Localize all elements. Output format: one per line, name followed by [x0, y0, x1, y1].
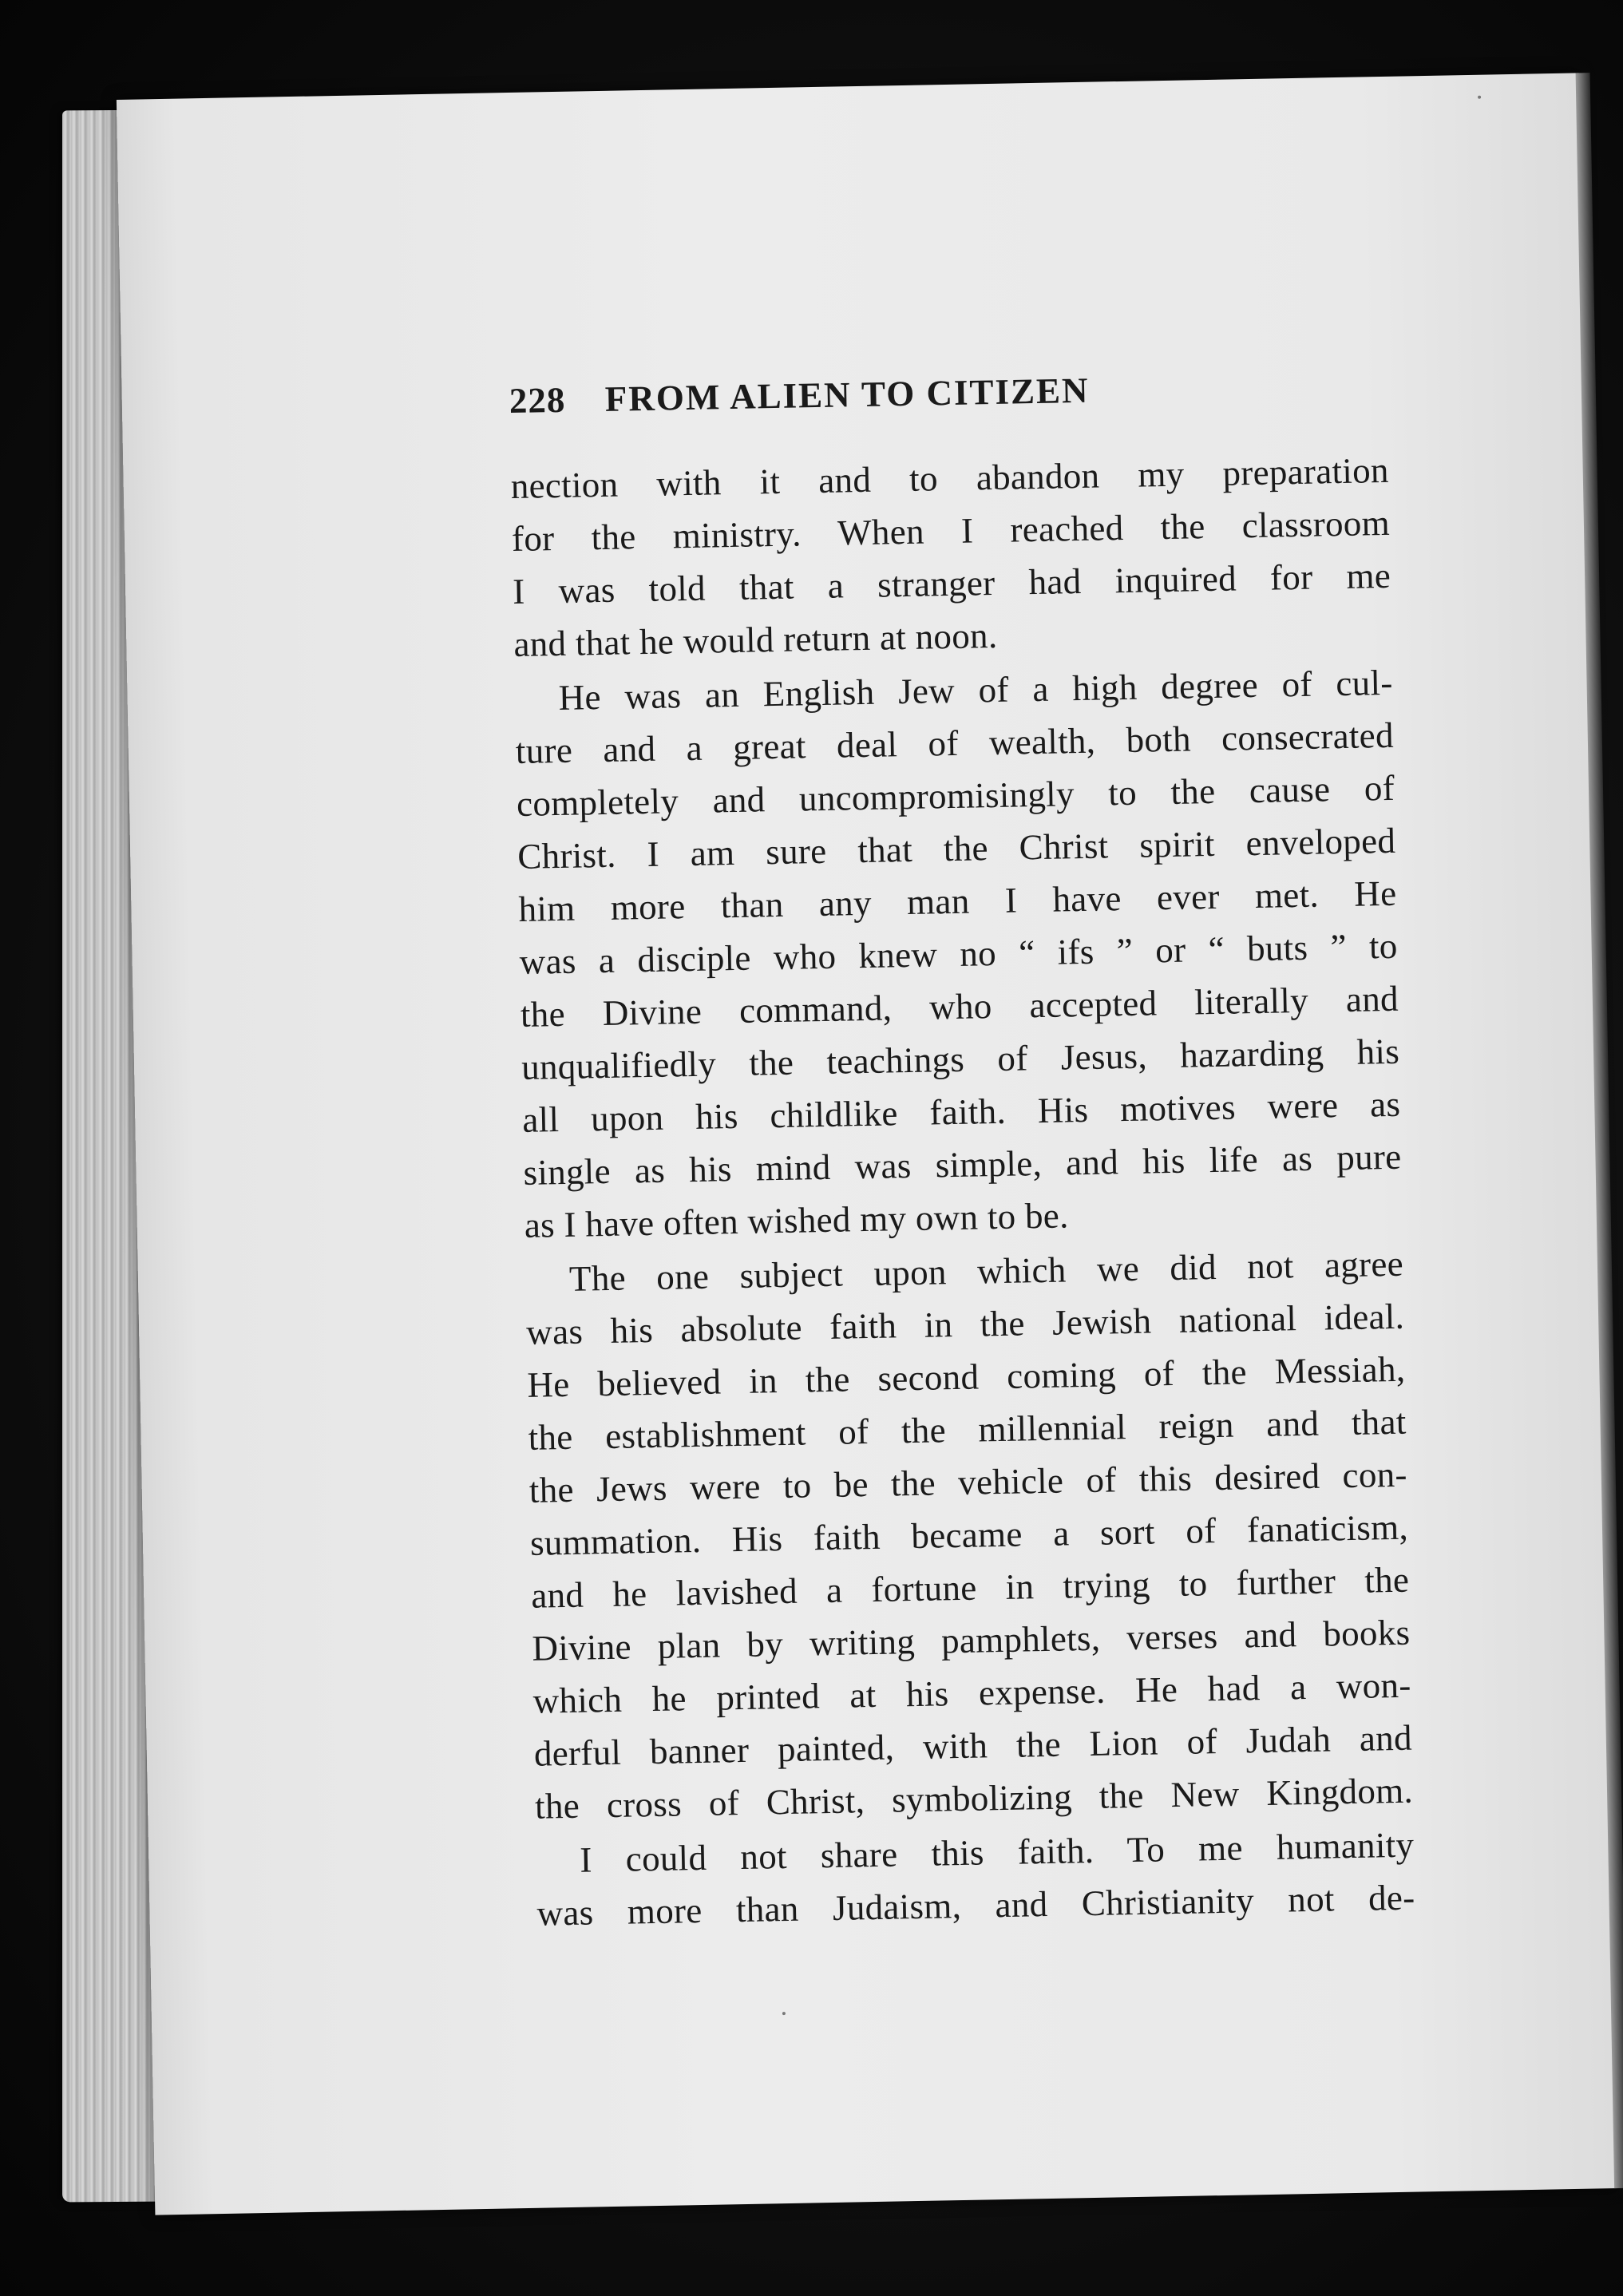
- text-line: nection with it and to abandon my preparation: [510, 449, 1390, 507]
- book-page: [117, 73, 1617, 2215]
- text-line: completely and uncompromisingly to the cause of: [516, 767, 1395, 824]
- text-line: I was told that a stranger had inquired for me: [512, 555, 1391, 612]
- text-line: was his absolute faith in the Jewish national ideal.: [525, 1296, 1405, 1352]
- text-line: derful banner painted, with the Lion of Judah and: [533, 1717, 1413, 1774]
- dust-speck: [782, 2012, 786, 2015]
- page-number: 228: [509, 379, 566, 422]
- text-line: single as his mind was simple, and his life as pure: [523, 1136, 1402, 1193]
- text-line: and he lavished a fortune in trying to further the: [530, 1559, 1410, 1616]
- text-line: for the ministry. When I reached the classroom: [511, 502, 1391, 560]
- paragraph: [514, 656, 1403, 1252]
- text-line: all upon his childlike faith. His motives were as: [521, 1083, 1401, 1140]
- text-line: as I have often wished my own to be.: [524, 1195, 1070, 1245]
- text-line: the establishment of the millennial reign and that: [528, 1401, 1407, 1458]
- text-line: Divine plan by writing pamphlets, verses and books: [532, 1612, 1411, 1669]
- text-line: the Jews were to be the vehicle of this desired con-: [528, 1454, 1408, 1510]
- text-line: Christ. I am sure that the Christ spirit enveloped: [517, 820, 1396, 877]
- text-line: him more than any man I have ever met. He: [518, 873, 1397, 929]
- paragraph: [525, 1237, 1413, 1833]
- text-line: ture and a great deal of wealth, both consecrated: [515, 715, 1395, 771]
- text-line: the cross of Christ, symbolizing the New Kingdom.: [534, 1770, 1414, 1827]
- text-line: The one subject upon which we did not agree: [568, 1243, 1404, 1299]
- text-line: the Divine command, who accepted literally and: [520, 978, 1399, 1035]
- paragraph: [536, 1819, 1415, 1940]
- text-line: He was an English Jew of a high degree of cul-: [558, 662, 1393, 718]
- text-line: and that he would return at noon.: [513, 615, 998, 665]
- text-line: I could not share this faith. To me humanity: [579, 1824, 1415, 1880]
- text-line: was a disciple who knew no “ ifs ” or “ buts ” to: [519, 925, 1399, 982]
- paragraph: [510, 444, 1392, 671]
- page-header-title: FROM ALIEN TO CITIZEN: [604, 370, 1090, 419]
- text-line: unqualifiedly the teachings of Jesus, hazarding his: [521, 1031, 1400, 1087]
- text-line: summation. His faith became a sort of fanaticism,: [529, 1506, 1409, 1563]
- text-line: which he printed at his expense. He had a won-: [532, 1665, 1411, 1721]
- dust-speck: [1478, 96, 1481, 99]
- running-head: [509, 364, 1387, 428]
- page-content: [509, 364, 1415, 1940]
- text-line: He believed in the second coming of the Messiah,: [527, 1348, 1406, 1405]
- text-line: was more than Judaism, and Christianity not de-: [536, 1877, 1415, 1934]
